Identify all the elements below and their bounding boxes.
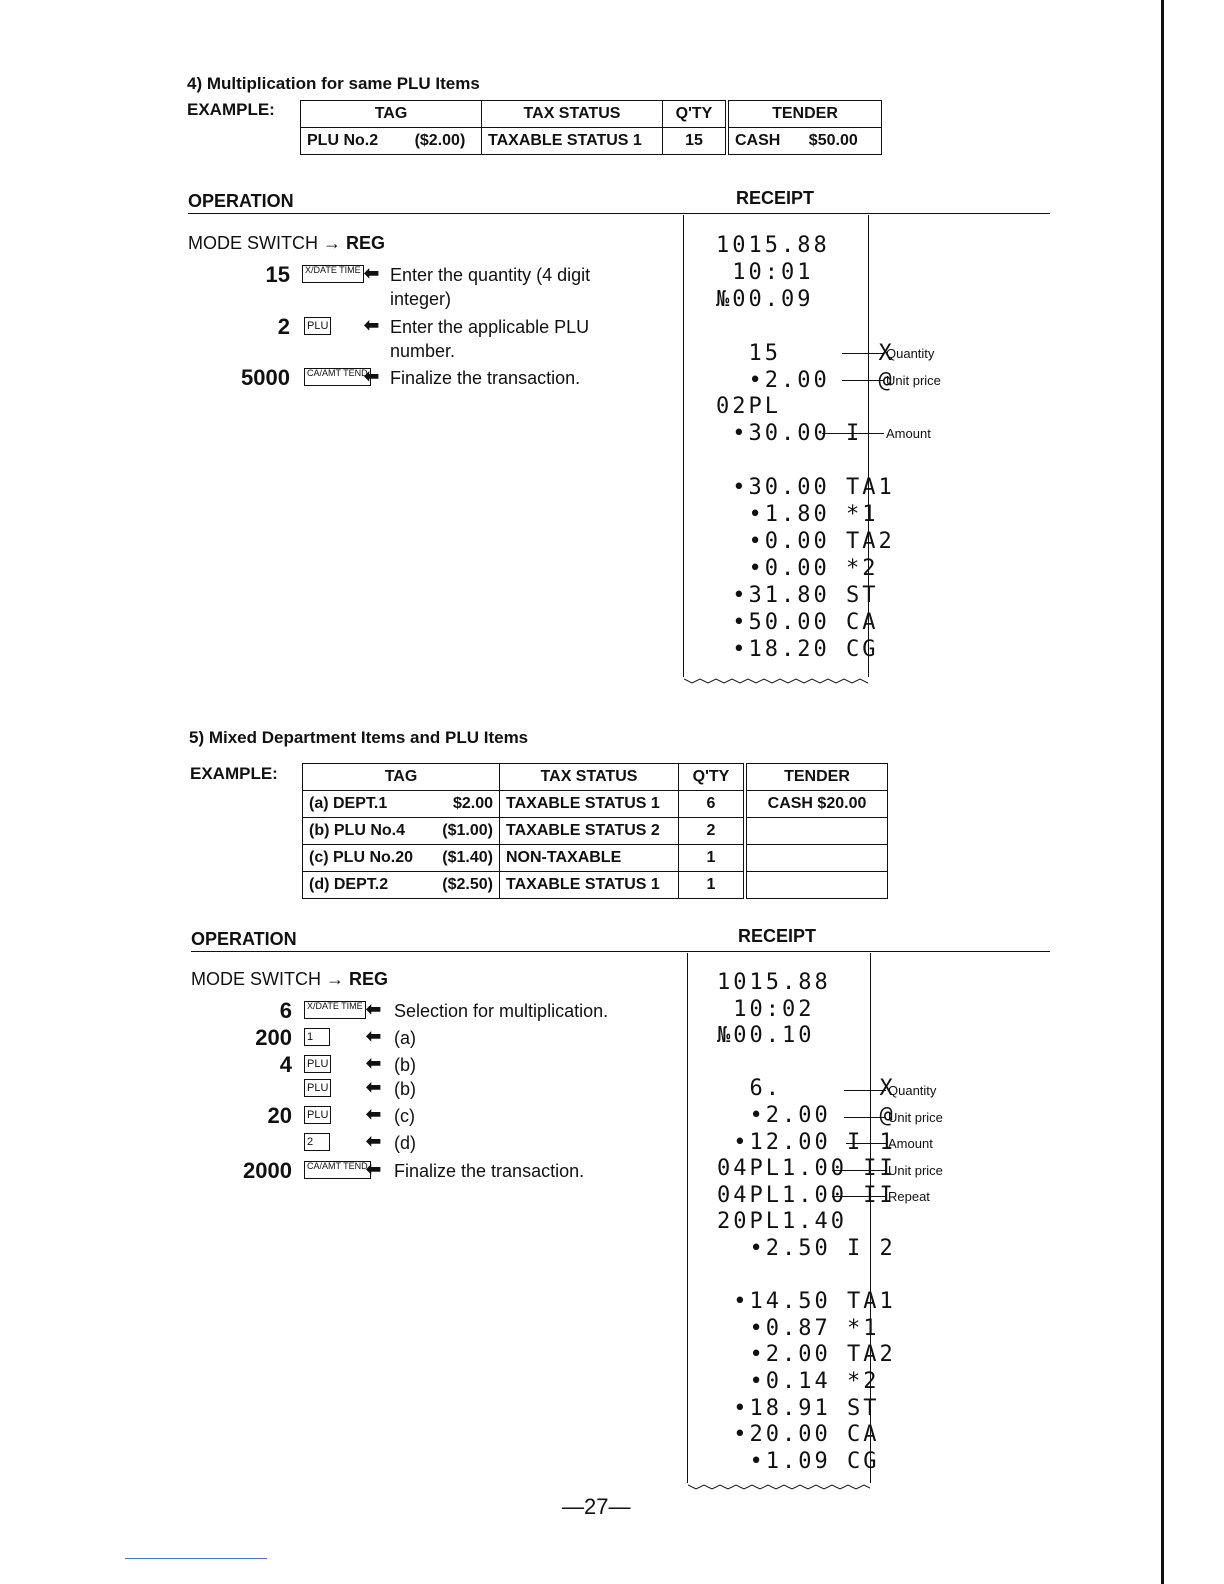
callout-line <box>846 1143 886 1144</box>
callout-line <box>832 1170 886 1171</box>
section4-example-label: EXAMPLE: <box>187 100 275 119</box>
cell-tax: TAXABLE STATUS 2 <box>500 818 679 845</box>
mode-switch-label: MODE SWITCH <box>191 969 321 989</box>
callout-repeat: Repeat <box>888 1189 930 1204</box>
cell-tender <box>745 872 888 899</box>
department-key: 2 <box>304 1133 330 1151</box>
section5-example-table <box>302 763 888 899</box>
left-arrow-icon: ⬅ <box>366 1053 382 1073</box>
cell-tag <box>303 818 500 845</box>
table-row <box>303 872 888 899</box>
left-arrow-icon: ⬅ <box>364 263 380 283</box>
receipt-line: •30.00 I <box>716 421 863 447</box>
cell-qty: 6 <box>679 791 746 818</box>
callout-unit-price-2: Unit price <box>888 1163 943 1178</box>
section5-example-label: EXAMPLE: <box>190 764 278 783</box>
section4-operation-title: OPERATION <box>188 191 294 211</box>
date-time-key: X/DATE TIME <box>302 265 364 283</box>
receipt-line: 1015.88 <box>717 970 831 995</box>
plu-key: PLU <box>304 1106 331 1124</box>
callout-quantity: Quantity <box>888 1083 937 1098</box>
callout-line <box>842 380 884 381</box>
mode-switch-label: MODE SWITCH <box>188 233 318 253</box>
header-tax-status: TAX STATUS <box>500 764 679 791</box>
receipt-line: 6. X <box>717 1076 896 1102</box>
cell-tax: TAXABLE STATUS 1 <box>482 128 663 155</box>
step-description: (b) <box>394 1079 416 1099</box>
callout-amount: Amount <box>886 426 931 441</box>
cell-tender: CASH $20.00 <box>745 791 888 818</box>
tag-name: (a) DEPT.1 <box>309 795 388 812</box>
cell-tag <box>303 872 500 899</box>
tag-name: (b) PLU No.4 <box>309 822 405 839</box>
receipt-line: •30.00 TA1 <box>716 475 895 501</box>
callout-line <box>844 1090 886 1091</box>
tag-price: ($2.00) <box>414 132 466 149</box>
step-description: (d) <box>394 1133 416 1153</box>
section4-divider <box>188 213 1050 214</box>
section4-title: 4) Multiplication for same PLU Items <box>187 74 480 93</box>
cell-qty: 1 <box>679 872 746 899</box>
cell-tax: TAXABLE STATUS 1 <box>500 791 679 818</box>
torn-edge-icon <box>688 1483 870 1491</box>
cell-tax: TAXABLE STATUS 1 <box>500 872 679 899</box>
page-edge <box>1161 0 1164 1584</box>
callout-line <box>822 433 884 434</box>
receipt-line: №00.09 <box>716 286 814 312</box>
receipt-line: •18.20 CG <box>716 636 879 662</box>
receipt-line: 02PL <box>716 394 781 420</box>
receipt-line: 15 X <box>716 340 895 366</box>
receipt-line: •2.00 @ <box>717 1103 896 1128</box>
receipt-line: •31.80 ST <box>716 582 879 608</box>
step-description: (a) <box>394 1028 416 1048</box>
torn-edge-icon <box>684 677 868 685</box>
header-tender: TENDER <box>727 101 882 128</box>
receipt-line: •0.00 TA2 <box>716 528 895 554</box>
step-number: 200 <box>255 1025 292 1050</box>
cell-qty: 15 <box>663 128 728 155</box>
function-key: CA/AMT TEND <box>304 1161 371 1179</box>
step-description: Selection for multiplication. <box>394 1001 609 1021</box>
receipt-line: •14.50 TA1 <box>717 1289 896 1315</box>
plu-key: PLU <box>304 1055 331 1073</box>
receipt-line: 1015.88 <box>716 233 830 258</box>
tag-name: (c) PLU No.20 <box>309 849 414 866</box>
plu-key: PLU <box>304 317 331 335</box>
left-arrow-icon: ⬅ <box>364 366 380 386</box>
tender-amount: $50.00 <box>808 132 858 149</box>
receipt-line: •2.00 TA2 <box>717 1342 896 1368</box>
section5-divider <box>191 951 1050 952</box>
header-tag: TAG <box>303 764 500 791</box>
receipt-line: 10:01 <box>716 259 814 285</box>
step-number: 20 <box>267 1103 292 1128</box>
step-number: 2000 <box>243 1158 292 1183</box>
step-number: 15 <box>265 262 290 287</box>
section5-title: 5) Mixed Department Items and PLU Items <box>189 728 529 747</box>
cell-tag <box>301 128 482 155</box>
cash-amount-tend-key: CA/AMT TEND <box>304 368 371 386</box>
page-number: —27— <box>562 1494 631 1519</box>
receipt-line: •50.00 CA <box>716 609 879 635</box>
left-arrow-icon: ⬅ <box>366 999 382 1019</box>
header-qty: Q'TY <box>663 101 728 128</box>
step-description: Enter the quantity (4 digit integer) <box>390 265 591 309</box>
section5-operation-title: OPERATION <box>191 929 297 949</box>
tag-price: ($1.00) <box>442 822 493 839</box>
section5-mode-line <box>191 966 388 992</box>
callout-line <box>842 353 884 354</box>
tender-name: CASH <box>735 132 781 149</box>
receipt-line: •2.50 I 2 <box>717 1236 896 1261</box>
step-number: 2 <box>277 314 290 339</box>
step-description: Finalize the transaction. <box>390 368 581 388</box>
receipt-line: •1.09 CG <box>717 1448 880 1474</box>
header-tag: TAG <box>301 101 482 128</box>
receipt-line: •1.80 *1 <box>716 502 879 527</box>
tag-price: ($2.50) <box>442 876 493 893</box>
step-description: Enter the applicable PLU number. <box>390 317 590 361</box>
receipt-line: •0.87 *1 <box>717 1315 880 1341</box>
step-number: 6 <box>279 998 292 1023</box>
header-tax-status: TAX STATUS <box>482 101 663 128</box>
cell-tender <box>745 845 888 872</box>
plu-key: PLU <box>304 1079 331 1097</box>
footer-rule <box>125 1558 267 1559</box>
receipt-line: •12.00 I 1 <box>717 1129 896 1155</box>
callout-amount: Amount <box>888 1136 933 1151</box>
left-arrow-icon: ⬅ <box>366 1159 382 1179</box>
step-description: (b) <box>394 1055 416 1075</box>
receipt-line: 04PL1.00 II <box>717 1156 896 1182</box>
cell-tag <box>303 845 500 872</box>
step-description: (c) <box>394 1106 415 1126</box>
mode-value: REG <box>349 969 389 989</box>
callout-unit-price: Unit price <box>886 373 941 388</box>
mode-value: REG <box>346 233 386 253</box>
step-number: 4 <box>279 1052 292 1077</box>
callout-line <box>844 1117 886 1118</box>
tag-price: ($1.40) <box>442 849 493 866</box>
receipt-line: 20PL1.40 <box>717 1209 847 1235</box>
receipt-line: •0.00 *2 <box>716 555 879 581</box>
cell-qty: 1 <box>679 845 746 872</box>
header-qty: Q'TY <box>679 764 746 791</box>
callout-line <box>832 1196 886 1197</box>
function-key: X/DATE TIME <box>304 1001 366 1019</box>
receipt-line: 04PL1.00 II <box>717 1182 896 1208</box>
mode-arrow: → <box>323 233 342 253</box>
cell-qty: 2 <box>679 818 746 845</box>
header-tender: TENDER <box>745 764 888 791</box>
section4-mode-line <box>188 230 385 256</box>
tag-name: PLU No.2 <box>307 132 379 149</box>
cell-tender <box>745 818 888 845</box>
mode-arrow: → <box>326 969 345 989</box>
tag-name: (d) DEPT.2 <box>309 876 389 893</box>
left-arrow-icon: ⬅ <box>364 315 380 335</box>
cell-tax: NON-TAXABLE <box>500 845 679 872</box>
left-arrow-icon: ⬅ <box>366 1026 382 1046</box>
step-number: 5000 <box>241 365 290 390</box>
section4-receipt-title: RECEIPT <box>736 188 815 208</box>
receipt-line: •0.14 *2 <box>717 1369 880 1394</box>
callout-quantity: Quantity <box>886 346 935 361</box>
section5-receipt-title: RECEIPT <box>738 926 817 946</box>
step-description: Finalize the transaction. <box>394 1161 585 1181</box>
cell-tender <box>727 128 882 155</box>
department-key: 1 <box>304 1028 330 1046</box>
table-row <box>303 845 888 872</box>
receipt-line: •20.00 CA <box>717 1422 880 1448</box>
receipt-line: •18.91 ST <box>717 1395 880 1421</box>
callout-unit-price: Unit price <box>888 1110 943 1125</box>
receipt-line: 10:02 <box>717 996 815 1022</box>
left-arrow-icon: ⬅ <box>366 1131 382 1151</box>
section4-example-table <box>300 100 882 155</box>
tag-price: $2.00 <box>452 795 493 812</box>
left-arrow-icon: ⬅ <box>366 1077 382 1097</box>
table-row <box>303 818 888 845</box>
receipt-line: •2.00 @ <box>716 367 895 393</box>
table-row <box>303 791 888 818</box>
left-arrow-icon: ⬅ <box>366 1104 382 1124</box>
cell-tag <box>303 791 500 818</box>
receipt-line: №00.10 <box>717 1023 815 1049</box>
